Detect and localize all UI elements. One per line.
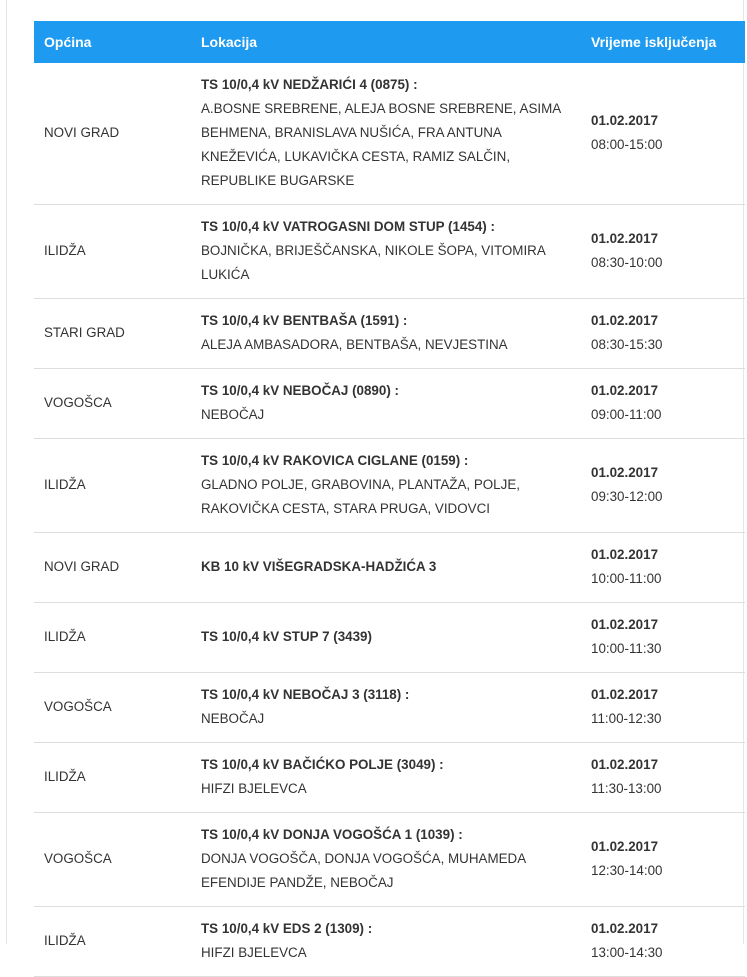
- location-cell: [193, 299, 583, 369]
- station-name: TS 10/0,4 kV RAKOVICA CIGLANE (0159) :: [201, 453, 469, 468]
- outage-time-range: 08:30-10:00: [591, 255, 663, 270]
- municipality-cell: STARI GRAD: [34, 299, 193, 369]
- outage-date: 01.02.2017: [591, 383, 659, 398]
- outage-date: 01.02.2017: [591, 313, 659, 328]
- municipality-cell: ILIDŽA: [34, 743, 193, 813]
- municipality-cell: VOGOŠCA: [34, 369, 193, 439]
- location-cell: [193, 63, 583, 205]
- table-row: [34, 205, 745, 299]
- outage-time-range: 09:00-11:00: [591, 407, 662, 422]
- column-header-time: Vrijeme isključenja: [583, 21, 745, 63]
- table-header: [34, 21, 745, 63]
- outage-time-cell: [583, 369, 745, 439]
- municipality-cell: ILIDŽA: [34, 907, 193, 977]
- outage-time-range: 11:30-13:00: [591, 781, 662, 796]
- outage-time-range: 12:30-14:00: [591, 863, 663, 878]
- outage-time-cell: [583, 299, 745, 369]
- street-list: NEBOČAJ: [201, 711, 265, 726]
- station-name: KB 10 kV VIŠEGRADSKA-HADŽIĆA 3: [201, 559, 437, 574]
- outage-time-range: 13:00-14:30: [591, 945, 663, 960]
- street-list: BOJNIČKA, BRIJEŠČANSKA, NIKOLE ŠOPA, VITOMIRA LUKIĆA: [201, 243, 546, 282]
- station-name: TS 10/0,4 kV DONJA VOGOŠĆA 1 (1039) :: [201, 827, 463, 842]
- location-cell: [193, 673, 583, 743]
- outage-time-cell: [583, 603, 745, 673]
- location-cell: [193, 439, 583, 533]
- outage-date: 01.02.2017: [591, 617, 659, 632]
- municipality-cell: ILIDŽA: [34, 603, 193, 673]
- outage-time-range: 08:30-15:30: [591, 337, 663, 352]
- location-cell: [193, 907, 583, 977]
- outage-time-cell: [583, 205, 745, 299]
- outage-date: 01.02.2017: [591, 113, 659, 128]
- station-name: TS 10/0,4 kV BENTBAŠA (1591) :: [201, 313, 408, 328]
- table-row: [34, 603, 745, 673]
- street-list: HIFZI BJELEVCA: [201, 945, 307, 960]
- station-name: TS 10/0,4 kV VATROGASNI DOM STUP (1454) :: [201, 219, 495, 234]
- station-name: TS 10/0,4 kV STUP 7 (3439): [201, 629, 372, 644]
- table-body: [34, 63, 745, 977]
- location-cell: [193, 369, 583, 439]
- location-cell: [193, 603, 583, 673]
- station-name: TS 10/0,4 kV EDS 2 (1309) :: [201, 921, 373, 936]
- table-row: [34, 743, 745, 813]
- outage-time-range: 09:30-12:00: [591, 489, 663, 504]
- column-header-location: Lokacija: [193, 21, 583, 63]
- page-frame: [6, 0, 744, 960]
- outage-time-cell: [583, 743, 745, 813]
- outage-table: [34, 21, 745, 977]
- station-name: TS 10/0,4 kV NEDŽARIĆI 4 (0875) :: [201, 77, 418, 92]
- station-name: TS 10/0,4 kV NEBOČAJ 3 (3118) :: [201, 687, 410, 702]
- street-list: GLADNO POLJE, GRABOVINA, PLANTAŽA, POLJE, RAKOVIČKA CESTA, STARA PRUGA, VIDOVCI: [201, 477, 520, 516]
- outage-time-cell: [583, 673, 745, 743]
- outage-date: 01.02.2017: [591, 231, 659, 246]
- location-cell: [193, 743, 583, 813]
- outage-date: 01.02.2017: [591, 687, 659, 702]
- street-list: HIFZI BJELEVCA: [201, 781, 307, 796]
- outage-time-cell: [583, 63, 745, 205]
- outage-time-cell: [583, 907, 745, 977]
- municipality-cell: ILIDŽA: [34, 205, 193, 299]
- location-cell: [193, 205, 583, 299]
- outage-time-range: 08:00-15:00: [591, 137, 663, 152]
- station-name: TS 10/0,4 kV NEBOČAJ (0890) :: [201, 383, 399, 398]
- outage-date: 01.02.2017: [591, 839, 659, 854]
- street-list: ALEJA AMBASADORA, BENTBAŠA, NEVJESTINA: [201, 337, 508, 352]
- street-list: DONJA VOGOŠČA, DONJA VOGOŠĆA, MUHAMEDA EFENDIJE PANDŽE, NEBOČAJ: [201, 851, 526, 890]
- table-row: [34, 63, 745, 205]
- location-cell: [193, 813, 583, 907]
- table-row: [34, 369, 745, 439]
- outage-date: 01.02.2017: [591, 465, 659, 480]
- outage-date: 01.02.2017: [591, 547, 659, 562]
- table-row: [34, 907, 745, 977]
- table-row: [34, 299, 745, 369]
- municipality-cell: ILIDŽA: [34, 439, 193, 533]
- table-row: [34, 533, 745, 603]
- table-row: [34, 673, 745, 743]
- outage-time-range: 10:00-11:00: [591, 571, 662, 586]
- station-name: TS 10/0,4 kV BAČIĆKO POLJE (3049) :: [201, 757, 444, 772]
- municipality-cell: NOVI GRAD: [34, 533, 193, 603]
- municipality-cell: VOGOŠCA: [34, 673, 193, 743]
- location-cell: [193, 533, 583, 603]
- column-header-municipality: Općina: [34, 21, 193, 63]
- municipality-cell: VOGOŠCA: [34, 813, 193, 907]
- outage-time-range: 10:00-11:30: [591, 641, 662, 656]
- street-list: NEBOČAJ: [201, 407, 265, 422]
- table-row: [34, 439, 745, 533]
- municipality-cell: NOVI GRAD: [34, 63, 193, 205]
- outage-date: 01.02.2017: [591, 921, 659, 936]
- outage-date: 01.02.2017: [591, 757, 659, 772]
- outage-time-cell: [583, 439, 745, 533]
- table-row: [34, 813, 745, 907]
- street-list: A.BOSNE SREBRENE, ALEJA BOSNE SREBRENE, ASIMA BEHMENA, BRANISLAVA NUŠIĆA, FRA ANTUNA KNEŽEVIĆA, LUKAVIČKA CESTA, RAMIZ SALČIN, REPUBLIKE BUGARSKE: [201, 101, 561, 188]
- outage-time-cell: [583, 813, 745, 907]
- outage-time-cell: [583, 533, 745, 603]
- outage-time-range: 11:00-12:30: [591, 711, 662, 726]
